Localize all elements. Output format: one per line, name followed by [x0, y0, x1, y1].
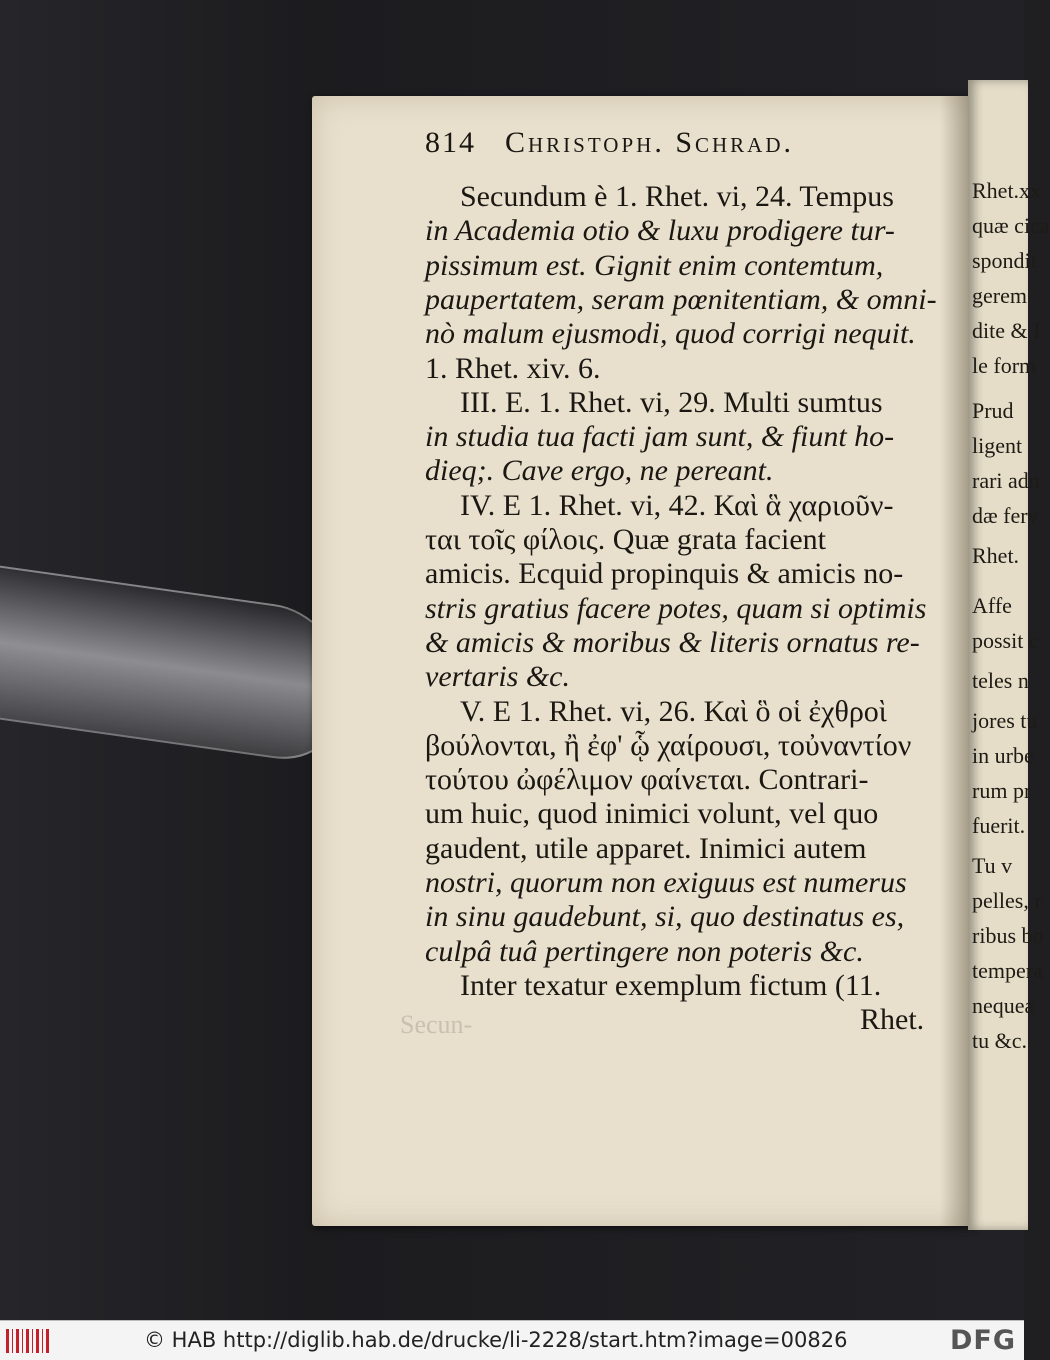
facing-page-fragment: quæ cica — [972, 213, 1050, 238]
text-line: pissimum est. Gignit enim contemtum, — [425, 249, 884, 282]
text-line: τούτου ὠφέλιμον φαίνεται. Contrari- — [425, 763, 869, 796]
facing-page-fragment: teles n — [972, 668, 1029, 693]
facing-page-fragment: rum pr — [972, 778, 1032, 803]
facing-page-fragment: tu &c. — [972, 1028, 1027, 1053]
facing-page-fragment: rari adn — [972, 468, 1040, 493]
text-line: nò malum ejusmodi, quod corrigi nequit. — [425, 317, 916, 350]
facing-page-fragment: Affe — [972, 593, 1012, 618]
running-head: Christoph. Schrad. — [505, 126, 795, 159]
text-line: III. E. 1. Rhet. vi, 29. Multi sumtus — [460, 386, 883, 419]
hab-barcode-icon — [6, 1329, 50, 1353]
facing-page-fragment: spondit — [972, 248, 1037, 273]
text-line: V. E 1. Rhet. vi, 26. Καὶ ὃ οἱ ἐχθροὶ — [460, 695, 887, 728]
facing-page-fragment: Prud — [972, 398, 1014, 423]
facing-page-fragment: in urbe — [972, 743, 1034, 768]
facing-page-fragment: ribus bo — [972, 923, 1044, 948]
text-line: & amicis & moribus & literis ornatus re- — [425, 626, 920, 659]
text-line: in Academia otio & luxu prodigere tur- — [425, 214, 895, 247]
text-line: in sinu gaudebunt, si, quo destinatus es, — [425, 900, 905, 933]
footer-bar — [0, 1320, 1024, 1360]
text-line: βούλονται, ἢ ἐφ' ᾧ χαίρουσι, τοὐναντίον — [425, 729, 912, 762]
text-line: in studia tua facti jam sunt, & fiunt ho- — [425, 420, 895, 453]
facing-page — [968, 80, 1050, 1230]
facing-page-fragment: Rhet.xx — [972, 178, 1042, 203]
text-line: culpâ tuâ pertingere non poteris &c. — [425, 935, 864, 968]
text-line: Secundum è 1. Rhet. vi, 24. Tempus — [460, 180, 894, 213]
glass-pointer — [0, 560, 344, 768]
text-line: IV. E 1. Rhet. vi, 42. Καὶ ἃ χαριοῦν- — [460, 489, 894, 522]
facing-page-fragment: dæ ferv — [972, 503, 1039, 528]
facing-page-fragment: nequea — [972, 993, 1035, 1018]
text-line: nostri, quorum non exiguus est numerus — [425, 866, 907, 899]
page-number: 814 — [425, 126, 476, 159]
facing-page-fragment: le form — [972, 353, 1037, 378]
text-line: dieq;. Cave ergo, ne pereant. — [425, 454, 774, 487]
bleed-through-text: Secun- — [400, 1010, 473, 1039]
facing-page-fragment: tempera — [972, 958, 1043, 983]
facing-page-fragment: possit c — [972, 628, 1039, 653]
facing-page-fragment: gerem — [972, 283, 1027, 308]
text-line: um huic, quod inimici volunt, vel quo — [425, 797, 879, 830]
facing-page-fragment: Tu v — [972, 853, 1013, 878]
text-line: paupertatem, seram pœnitentiam, & omni- — [425, 283, 937, 316]
facing-page-fragment: jores tu — [972, 708, 1038, 733]
text-line: amicis. Ecquid propinquis & amicis no- — [425, 557, 904, 590]
dfg-logo: DFG — [949, 1325, 1016, 1356]
text-line: gaudent, utile apparet. Inimici autem — [425, 832, 867, 865]
copyright-link[interactable]: © HAB http://diglib.hab.de/drucke/li-2228/start.htm?image=00826 — [144, 1328, 848, 1352]
facing-page-fragment: ligent — [972, 433, 1023, 458]
facing-page-fragment: Rhet. — [972, 543, 1020, 568]
facing-page-fragment: pelles, r — [972, 888, 1042, 913]
text-line: 1. Rhet. xiv. 6. — [425, 352, 601, 385]
text-line: ται τοῖς φίλοις. Quæ grata facient — [425, 523, 826, 556]
facing-page-fragment: dite & I — [972, 318, 1041, 343]
facing-page-fragment: fuerit. — [972, 813, 1026, 838]
page-gutter-shadow — [940, 96, 970, 1226]
text-line: Rhet. — [860, 1003, 925, 1036]
text-line: Inter texatur exemplum fictum (11. — [460, 969, 882, 1002]
text-line: vertaris &c. — [425, 660, 570, 693]
text-line: stris gratius facere potes, quam si optimis — [425, 592, 927, 625]
